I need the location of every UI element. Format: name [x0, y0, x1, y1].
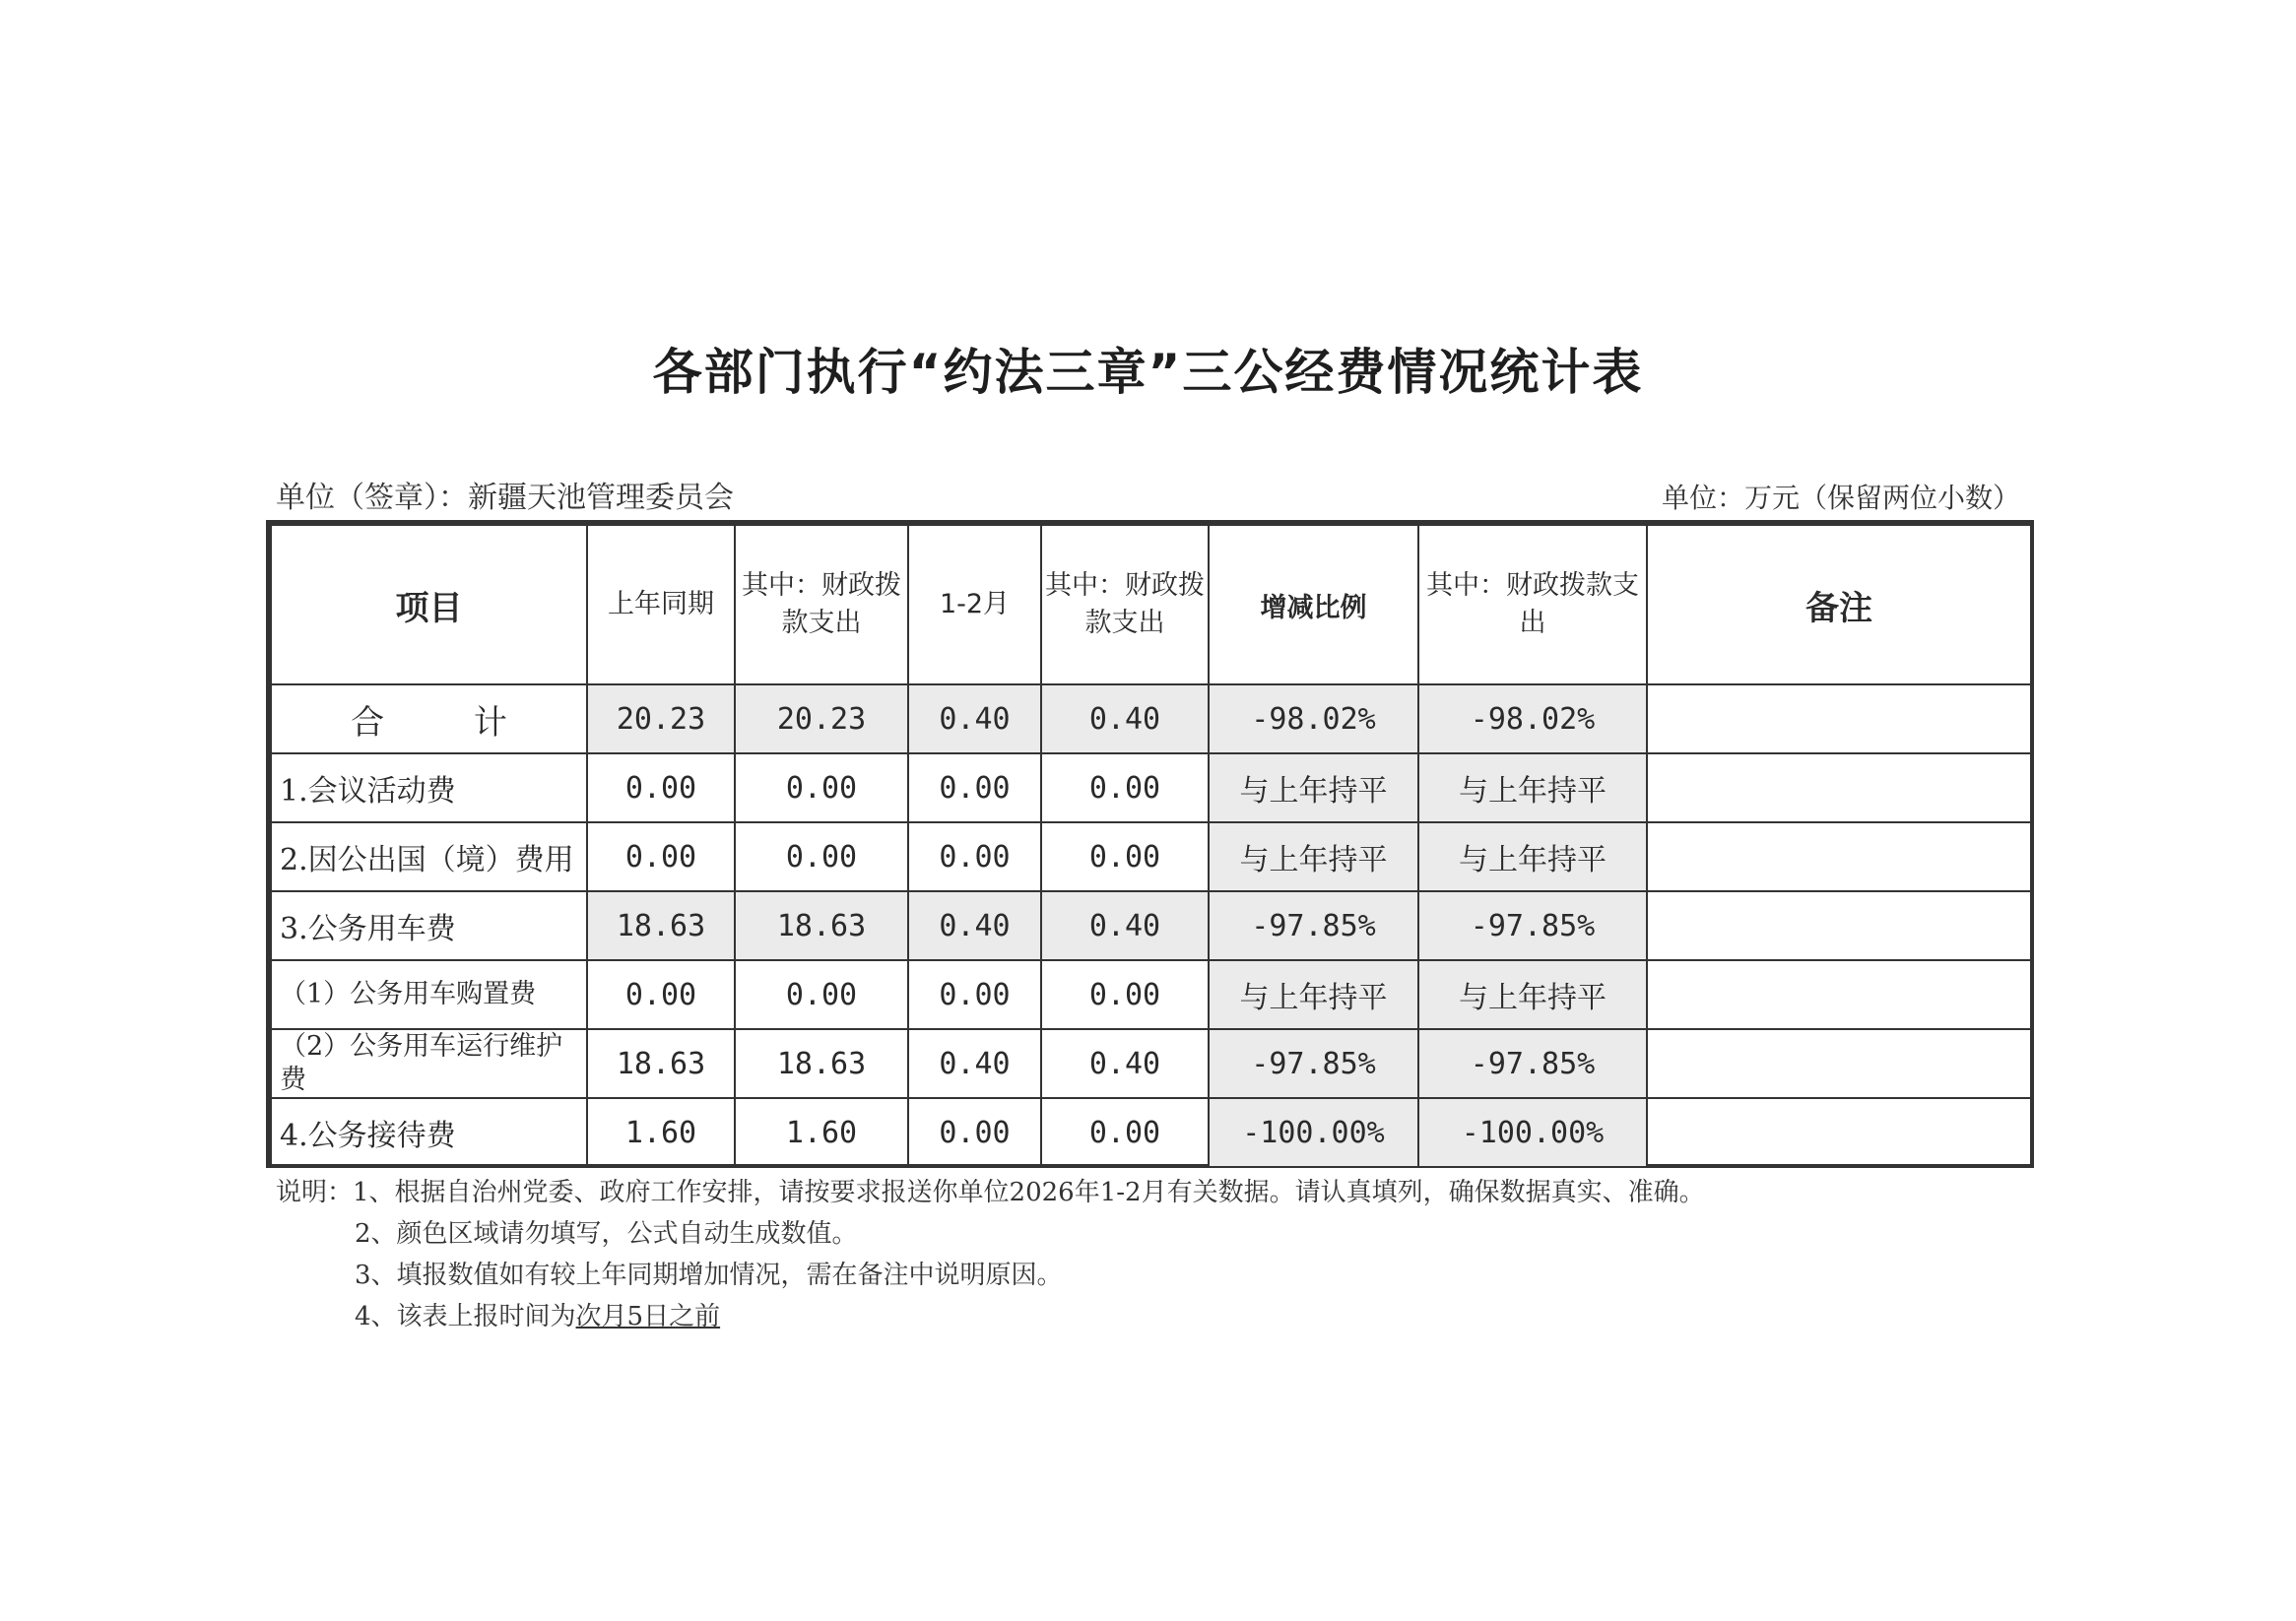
- cell-jan-feb-sub[interactable]: 0.00: [1041, 753, 1209, 822]
- cell-last-year[interactable]: 18.63: [587, 1029, 735, 1098]
- cell-change-sub: -100.00%: [1418, 1098, 1647, 1167]
- page-title: 各部门执行“约法三章”三公经费情况统计表: [652, 344, 1644, 401]
- cell-jan-feb-sub[interactable]: 0.40: [1041, 1029, 1209, 1098]
- row-label: 2.因公出国（境）费用: [271, 822, 587, 891]
- note-4-prefix: 4、该表上报时间为: [355, 1302, 576, 1331]
- cell-change-sub: -97.85%: [1418, 1029, 1647, 1098]
- header-change-sub: 其中：财政拨款支出: [1418, 525, 1647, 684]
- cell-jan-feb-sub: 0.40: [1041, 891, 1209, 960]
- cell-last-year-sub[interactable]: 1.60: [735, 1098, 908, 1167]
- cell-change-sub: 与上年持平: [1418, 960, 1647, 1029]
- cell-change: 与上年持平: [1209, 822, 1418, 891]
- cell-change: 与上年持平: [1209, 960, 1418, 1029]
- cell-change: -97.85%: [1209, 891, 1418, 960]
- cell-last-year-sub: 20.23: [735, 684, 908, 753]
- row-label: （1）公务用车购置费: [271, 960, 587, 1029]
- cell-remark[interactable]: [1647, 960, 2031, 1029]
- cell-last-year[interactable]: 0.00: [587, 822, 735, 891]
- cell-jan-feb: 0.40: [908, 891, 1041, 960]
- cell-jan-feb[interactable]: 0.00: [908, 822, 1041, 891]
- cell-last-year-sub[interactable]: 0.00: [735, 960, 908, 1029]
- header-last-year: 上年同期: [587, 525, 735, 684]
- cell-last-year[interactable]: 0.00: [587, 753, 735, 822]
- cell-change-sub: -97.85%: [1418, 891, 1647, 960]
- header-remark: 备注: [1647, 525, 2031, 684]
- table-row: [271, 684, 2031, 753]
- cell-change-sub: 与上年持平: [1418, 753, 1647, 822]
- row-label: 1.会议活动费: [271, 753, 587, 822]
- cell-remark[interactable]: [1647, 822, 2031, 891]
- cell-last-year-sub: 18.63: [735, 891, 908, 960]
- cell-last-year[interactable]: 0.00: [587, 960, 735, 1029]
- notes-section: [276, 1172, 1705, 1337]
- table-row: [271, 960, 2031, 1029]
- table-row: [271, 891, 2031, 960]
- cell-jan-feb-sub[interactable]: 0.00: [1041, 1098, 1209, 1167]
- header-jan-feb-sub: 其中：财政拨款支出: [1041, 525, 1209, 684]
- note-2: 2、颜色区域请勿填写，公式自动生成数值。: [355, 1219, 858, 1249]
- cell-jan-feb: 0.40: [908, 684, 1041, 753]
- header-item: 项目: [271, 525, 587, 684]
- cell-change: -97.85%: [1209, 1029, 1418, 1098]
- row-label: 4.公务接待费: [271, 1098, 587, 1167]
- header-jan-feb: 1-2月: [908, 525, 1041, 684]
- header-last-year-sub: 其中：财政拨款支出: [735, 525, 908, 684]
- cell-last-year-sub[interactable]: 0.00: [735, 753, 908, 822]
- cell-last-year[interactable]: 1.60: [587, 1098, 735, 1167]
- table-row: [271, 753, 2031, 822]
- row-label: 3.公务用车费: [271, 891, 587, 960]
- cell-last-year-sub[interactable]: 18.63: [735, 1029, 908, 1098]
- unit-signature-label: 单位（签章）：新疆天池管理委员会: [276, 481, 734, 515]
- note-4-deadline: 次月5日之前: [575, 1302, 721, 1331]
- header-change: 增减比例: [1209, 525, 1418, 684]
- cell-last-year-sub[interactable]: 0.00: [735, 822, 908, 891]
- cell-jan-feb[interactable]: 0.00: [908, 1098, 1041, 1167]
- cell-remark[interactable]: [1647, 753, 2031, 822]
- table-row: [271, 1098, 2031, 1167]
- cell-jan-feb-sub[interactable]: 0.00: [1041, 960, 1209, 1029]
- table-row: [271, 1029, 2031, 1098]
- table-row: [271, 822, 2031, 891]
- row-label: 合 计: [271, 684, 587, 753]
- cell-last-year: 18.63: [587, 891, 735, 960]
- cell-jan-feb-sub: 0.40: [1041, 684, 1209, 753]
- cell-change: -98.02%: [1209, 684, 1418, 753]
- cell-remark[interactable]: [1647, 1098, 2031, 1167]
- note-4: [276, 1296, 1705, 1337]
- cell-remark[interactable]: [1647, 1029, 2031, 1098]
- unit-currency-label: 单位：万元（保留两位小数）: [1661, 482, 2020, 514]
- cell-change: -100.00%: [1209, 1098, 1418, 1167]
- cell-change-sub: 与上年持平: [1418, 822, 1647, 891]
- expense-table: [266, 520, 2034, 1168]
- row-label: （2）公务用车运行维护费: [271, 1029, 587, 1098]
- cell-jan-feb[interactable]: 0.00: [908, 753, 1041, 822]
- cell-remark[interactable]: [1647, 891, 2031, 960]
- cell-change: 与上年持平: [1209, 753, 1418, 822]
- cell-jan-feb-sub[interactable]: 0.00: [1041, 822, 1209, 891]
- cell-last-year: 20.23: [587, 684, 735, 753]
- cell-change-sub: -98.02%: [1418, 684, 1647, 753]
- cell-jan-feb[interactable]: 0.40: [908, 1029, 1041, 1098]
- cell-jan-feb[interactable]: 0.00: [908, 960, 1041, 1029]
- cell-remark[interactable]: [1647, 684, 2031, 753]
- note-1: 说明：1、根据自治州党委、政府工作安排，请按要求报送你单位2026年1-2月有关数据。请认真填列，确保数据真实、准确。: [276, 1178, 1705, 1207]
- note-3: 3、填报数值如有较上年同期增加情况，需在备注中说明原因。: [355, 1261, 1063, 1290]
